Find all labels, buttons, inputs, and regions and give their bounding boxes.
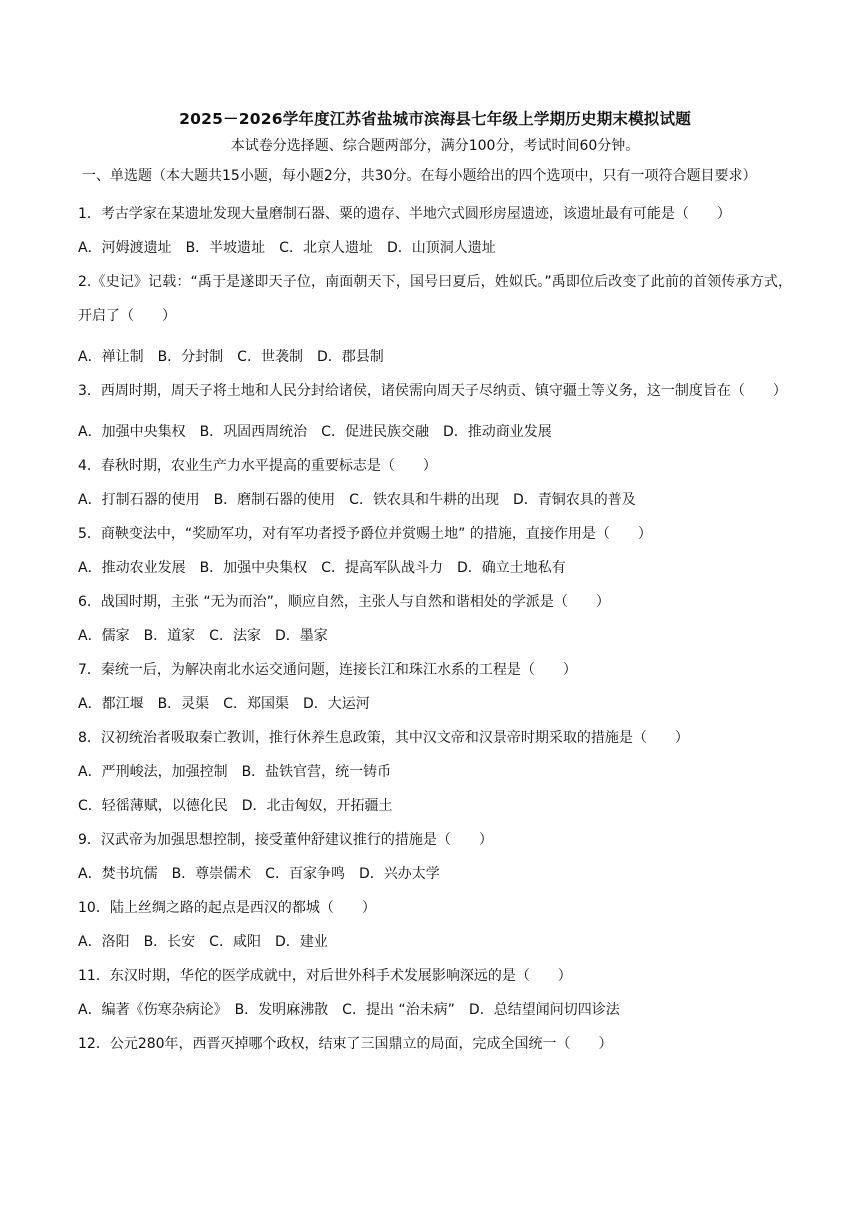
question-7-options: A．都江堰 B．灵渠 C．郑国渠 D．大运河 [78,696,370,712]
question-10-options: A．洛阳 B．长安 C．咸阳 D．建业 [78,934,328,950]
question-9-options: A．焚书坑儒 B．尊崇儒术 C．百家争鸣 D．兴办太学 [78,866,440,882]
question-8-stem: 8．汉初统治者吸取秦亡教训，推行休养生息政策，其中汉文帝和汉景帝时期采取的措施是（ ） [78,730,689,746]
question-6-stem: 6．战国时期，主张 “无为而治”，顺应自然，主张人与自然和谐相处的学派是（ ） [78,594,610,610]
question-1-options: A．河姆渡遗址 B．半坡遗址 C．北京人遗址 D．山顶洞人遗址 [78,240,496,256]
question-4-options: A．打制石器的使用 B．磨制石器的使用 C．铁农具和牛耕的出现 D．青铜农具的普及 [78,492,636,508]
exam-title: 2025－2026学年度江苏省盐城市滨海县七年级上学期历史期末模拟试题 [179,110,691,128]
question-5-options: A．推动农业发展 B．加强中央集权 C．提高军队战斗力 D．确立土地私有 [78,560,566,576]
question-11-stem: 11．东汉时期，华佗的医学成就中，对后世外科手术发展影响深远的是（ ） [78,968,572,984]
question-9-stem: 9．汉武帝为加强思想控制，接受董仲舒建议推行的措施是（ ） [78,832,493,848]
exam-page [78,108,792,1054]
question-6-options: A．儒家 B．道家 C．法家 D．墨家 [78,628,328,644]
question-1-stem: 1．考古学家在某遗址发现大量磨制石器、粟的遗存、半地穴式圆形房屋遗迹，该遗址最有可能是（ ） [78,206,731,222]
question-7-stem: 7．秦统一后，为解决南北水运交通问题，连接长江和珠江水系的工程是（ ） [78,662,577,678]
question-4-stem: 4．春秋时期，农业生产力水平提高的重要标志是（ ） [78,458,437,474]
question-12-stem: 12．公元280年，西晋灭掉哪个政权，结束了三国鼎立的局面，完成全国统一（ ） [78,1036,613,1052]
question-10-stem: 10．陆上丝绸之路的起点是西汉的都城（ ） [78,900,376,916]
exam-instructions: 本试卷分选择题、综合题两部分，满分100分，考试时间60分钟。 [230,138,640,154]
question-3-options: A．加强中央集权 B．巩固西周统治 C．促进民族交融 D．推动商业发展 [78,424,552,440]
question-2-stem: 2.《史记》记载：“禹于是遂即天子位，南面朝天下，国号曰夏后，姓姒氏。”禹即位后改变了此前的首领传承方式，开启了（ ） [78,274,792,324]
question-5-stem: 5．商鞅变法中，“奖励军功，对有军功者授予爵位并赏赐土地” 的措施，直接作用是（ ） [78,526,652,542]
question-3-stem: 3．西周时期，周天子将土地和人民分封给诸侯，诸侯需向周天子尽纳贡、镇守疆土等义务，这一制度旨在（ ） [78,383,787,399]
section-heading: 一、单选题（本大题共15小题，每小题2分，共30分。在每小题给出的四个选项中，只有一项符合题目要求） [82,168,757,184]
question-8-options-line-2: C．轻徭薄赋，以德化民 D．北击匈奴，开拓疆土 [78,798,393,814]
question-2-options: A．禅让制 B．分封制 C．世袭制 D．郡县制 [78,349,384,365]
question-11-options: A．编著《伤寒杂病论》 B．发明麻沸散 C．提出 “治未病” D．总结望闻问切四诊法 [78,1002,620,1018]
question-8-options-line-1: A．严刑峻法，加强控制 B．盐铁官营，统一铸币 [78,764,392,780]
